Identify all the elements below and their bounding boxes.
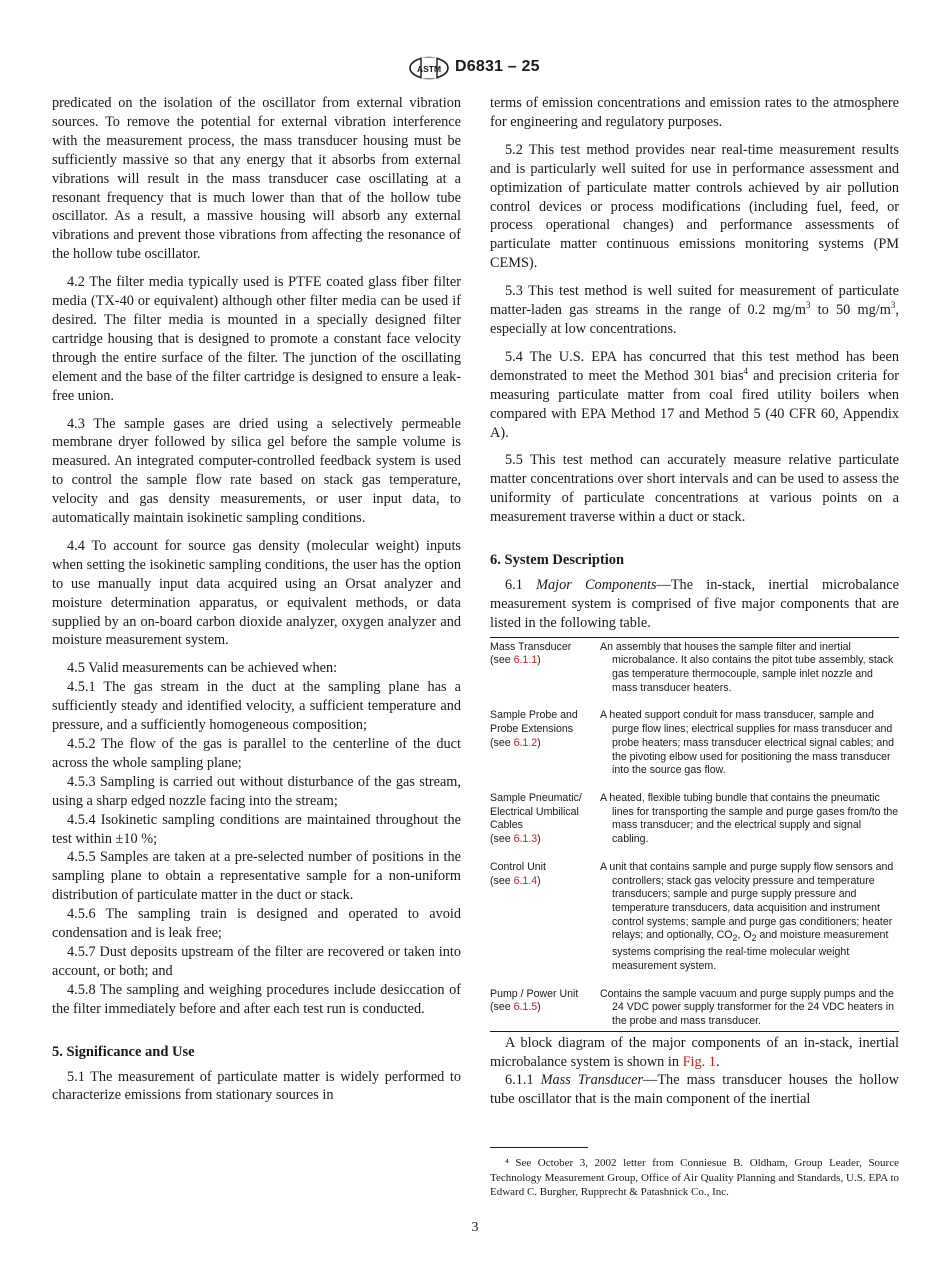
astm-logo-icon [408, 56, 450, 80]
component-name-cell: Control Unit (see 6.1.4) [490, 860, 546, 887]
section-link[interactable]: 6.1.1 [513, 654, 538, 667]
paragraph-5-2: 5.2 This test method provides near real-time measurement results and is particularly well suited for use in performance assessment and optimization of particulate matter controls achieved by air pollution control devices or process modifications (including fuel, feed, or process operational changes) and performance assessments of particulate matter continuous emissions monitoring systems (PM CEMS). [490, 141, 899, 272]
paragraph-4-2: 4.2 The filter media typically used is PTFE coated glass fiber filter media (TX-40 or equivalent) although other filter media can be used if desired. The filter media is mounted in a specially designed filter cartridge housing that is designed to promote a constant face velocity through the entire surface of the filter. The junction of the oscillating element and the base of the filter cartridge is designed to ensure a leak-free union. [52, 274, 461, 404]
paragraph-4-1-continued: predicated on the isolation of the oscillator from external vibration sources. To remove the potential for external vibration interference with the measurement process, the mass transducer housing must be sufficiently massive so that any energy that it absorbs from external vibrations will result in the mass transducer case oscillating at a resonant frequency that is much lower than that of the hollow tube oscillator. As a result, a massive housing will absorb any external vibrations and prevent those vibrations from affecting the resonance of the hollow tube oscillator. [52, 95, 461, 263]
paragraph-5-5: 5.5 This test method can accurately measure relative particulate matter concentrations over short intervals and can be used to assess the uniformity of particulate concentrations at various points on a measurement traverse within a duct or stack. [490, 452, 899, 526]
paragraph-4-5-3: 4.5.3 Sampling is carried out without disturbance of the gas stream, using a sharp edged nozzle facing into the stream; [52, 773, 461, 809]
paragraph-4-5-2: 4.5.2 The flow of the gas is parallel to the centerline of the duct across the whole sampling plane; [52, 736, 461, 771]
component-desc-cell: A heated support conduit for mass transducer, sample and purge flow lines; electrical supplies for mass transducer and probe heaters; mass transducer electrical signal cables; and the pivoting elbow used for positioning the mass transducer into the source gas flow. [600, 709, 895, 777]
component-desc-cell: A heated, flexible tubing bundle that contains the pneumatic lines for transporting the sample and purge gases from/to the mass transducer; and the electrical supply and signal cabling. [600, 791, 899, 846]
page-header [0, 56, 950, 86]
footnote-4: ⁴ See October 3, 2002 letter from Conniesue B. Oldham, Group Leader, Source Technology Measurement Group, Office of Air Quality Planning and Standards, U.S. EPA to Edward C. Burgher, Rupprecht & Patashnick Co., Inc. [490, 1157, 899, 1198]
paragraph-6-1: 6.1 Major Components—The in-stack, inertial microbalance measurement system is comprised of five major components that are listed in the following table. [490, 576, 899, 631]
component-desc-cell: An assembly that houses the sample filter and inertial microbalance. It also contains the pitot tube assembly, stack gas temperature thermocouple, sample inlet nozzle and mass transducer heaters. [600, 637, 899, 709]
table-row [490, 988, 899, 1032]
component-name-cell: Pump / Power Unit (see 6.1.5) [490, 988, 600, 1032]
paragraph-4-5-7: 4.5.7 Dust deposits upstream of the filter are recovered or taken into account, or both; and [52, 943, 461, 979]
document-designation: D6831 – 25 [455, 58, 540, 75]
paragraph-6-1-1: 6.1.1 Mass Transducer—The mass transducer houses the hollow tube oscillator that is the main component of the inertial [490, 1072, 899, 1108]
figure-link[interactable]: Fig. 1 [682, 1053, 716, 1070]
table-row [490, 709, 899, 792]
paragraph-5-1: 5.1 The measurement of particulate matter is widely performed to characterize emissions from stationary sources in [52, 1068, 461, 1104]
paragraph-4-3: 4.3 The sample gases are dried using a selectively permeable membrane dryer followed by silica gel before the sample volume is measured. An integrated computer-controlled feedback system is used to control the sample flow rate based on stack gas temperature, velocity and gas density measurements, or user input data, to automatically maintain isokinetic sampling conditions. [52, 415, 461, 527]
footnote-ref-4[interactable]: 4 [743, 365, 749, 376]
paragraph-4-5-4: 4.5.4 Isokinetic sampling conditions are maintained throughout the test within ±10 %; [52, 811, 461, 847]
section-6-heading: 6. System Description [490, 552, 625, 569]
paragraph-5-4: 5.4 The U.S. EPA has concurred that this test method has been demonstrated to meet the Method 301 bias$^4$ and precision criteria for measuring particulate matter from coal fired utility boilers when compared with EPA Method 17 and Method 5 (40 CFR 60, Appendix A). [490, 348, 899, 441]
right-column [490, 94, 899, 1199]
page-number: 3 [471, 1220, 479, 1235]
component-desc-cell: Contains the sample vacuum and purge supply pumps and the 24 VDC power supply transformer for the 24 VDC heaters in the probe and mass transducer. [600, 988, 899, 1032]
paragraph-4-4: 4.4 To account for source gas density (molecular weight) inputs when setting the isokinetic sampling conditions, the user has the option to use manually input data acquired using an Orsat analyzer and moisture determination apparatus, or equivalent methods, or data supplied by an on-board carbon dioxide analyzer, oxygen analyzer and moisture measurement system. [52, 537, 461, 649]
paragraph-block-diagram: A block diagram of the major components of an in-stack, inertial microbalance system is shown in Fig. 1. [490, 1034, 899, 1070]
section-link[interactable]: 6.1.4 [513, 874, 538, 887]
footnote-divider [490, 1147, 588, 1148]
paragraph-4-5-5: 4.5.5 Samples are taken at a pre-selected number of positions in the sampling plane to obtain a representative sample for a non-uniform distribution of particulate matter in the duct or stack. [52, 849, 461, 904]
section-link[interactable]: 6.1.2 [513, 736, 538, 749]
paragraph-4-5-6: 4.5.6 The sampling train is designed and operated to avoid condensation and is leak free; [52, 906, 461, 942]
left-column [52, 94, 461, 1105]
section-5-heading: 5. Significance and Use [52, 1043, 195, 1060]
component-name-cell: Sample Probe and Probe Extensions (see 6.1.2) [490, 709, 578, 749]
table-row [490, 792, 899, 861]
section-link[interactable]: 6.1.3 [513, 833, 538, 846]
components-table [490, 637, 899, 1032]
paragraph-5-1-continued: terms of emission concentrations and emission rates to the atmosphere for engineering and regulatory purposes. [490, 95, 899, 130]
paragraph-4-5: 4.5 Valid measurements can be achieved when: [67, 660, 338, 677]
component-desc-cell: A unit that contains sample and purge supply flow sensors and controllers; stack gas velocity pressure and temperature transducers; sample and purge supply pressure and temperature transducers, data acquisition and instrument control systems; sample and purge gas conditioners; heater relays; and optionally, $CO_2$, $O_2$ and moisture measurement systems comprising the real-time molecular weight measurement system. [600, 860, 894, 972]
paragraph-5-3: 5.3 This test method is well suited for measurement of particulate matter-laden gas streams in the range of 0.2 $mg/m^3$ to 50 $mg/m^3$, especially at low concentrations. [490, 283, 899, 337]
section-link[interactable]: 6.1.5 [513, 1001, 538, 1014]
table-row [490, 861, 899, 988]
svg-text:ASTM: ASTM [416, 64, 442, 74]
component-name-cell: Mass Transducer (see 6.1.1) [490, 637, 600, 709]
paragraph-4-5-8: 4.5.8 The sampling and weighing procedures include desiccation of the filter immediately before and after each test run is conducted. [52, 981, 461, 1017]
paragraph-4-5-1: 4.5.1 The gas stream in the duct at the sampling plane has a sufficiently steady and identified velocity, a sufficient temperature and pressure, and a sufficiently homogeneous composition; [52, 679, 461, 734]
table-row [490, 637, 899, 709]
component-name-cell: Sample Pneumatic/ Electrical Umbilical Cables (see 6.1.3) [490, 791, 582, 846]
